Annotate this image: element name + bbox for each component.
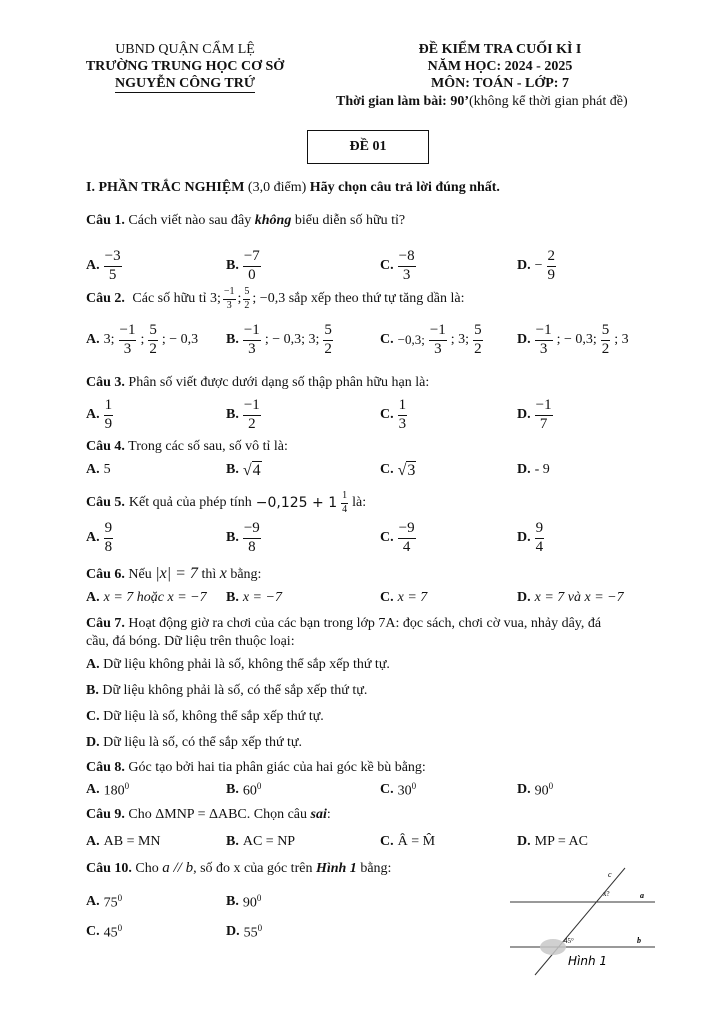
mixed-fraction <box>341 491 348 515</box>
option-d[interactable] <box>517 320 629 360</box>
q10-options-row1 <box>86 892 386 912</box>
math-text: ; − 0,3 <box>161 332 199 347</box>
option-letter: D. <box>86 735 100 750</box>
denominator: 7 <box>539 415 548 432</box>
figure-caption: Hình 1 <box>568 954 608 968</box>
fraction <box>601 323 611 358</box>
question-text: là: <box>352 495 367 510</box>
option-d[interactable] <box>517 780 553 800</box>
denominator: 2 <box>601 340 610 357</box>
fraction <box>429 323 447 358</box>
option-letter: B. <box>226 834 239 849</box>
option-value: x = 7 hoặc x = −7 <box>103 590 207 605</box>
question-text: Cách viết nào sau đây <box>128 213 252 228</box>
figure-reference: Hình 1 <box>315 861 357 876</box>
option-value: 90 <box>242 895 257 911</box>
option-value: 30 <box>397 783 412 799</box>
option-letter: B. <box>226 258 239 273</box>
option-d[interactable] <box>517 518 544 558</box>
fraction <box>243 521 261 556</box>
section-title: I. PHẦN TRẮC NGHIỆM <box>86 180 245 195</box>
denominator: 8 <box>104 538 113 555</box>
option-letter: B. <box>226 894 239 909</box>
school-type: TRƯỜNG TRUNG HỌC CƠ SỞ <box>85 59 285 74</box>
option-d[interactable] <box>517 246 556 286</box>
math-expression: a // b <box>162 860 194 876</box>
option-letter: B. <box>226 332 239 347</box>
question-label: Câu 9. <box>86 807 125 822</box>
question-label: Câu 8. <box>86 760 125 775</box>
question-text: Góc tạo bởi hai tia phân giác của hai góc kề bù bằng: <box>128 760 426 775</box>
radicand: 4 <box>252 461 261 479</box>
denominator: 4 <box>402 538 411 555</box>
denominator: 3 <box>402 266 411 283</box>
numerator: −9 <box>398 521 416 539</box>
question-text: Phân số viết được dưới dạng số thập phân hữu hạn là: <box>128 375 430 390</box>
label-b: b <box>637 936 641 945</box>
fraction <box>104 398 114 433</box>
question-text: Nếu <box>128 567 152 582</box>
q10-options-row2 <box>86 922 386 942</box>
option-letter: C. <box>380 782 394 797</box>
option-letter: C. <box>380 590 394 605</box>
denominator: 2 <box>248 415 256 432</box>
option-letter: D. <box>517 590 531 605</box>
fraction <box>243 398 261 433</box>
option-letter: C. <box>86 924 100 939</box>
option-a[interactable] <box>86 657 390 673</box>
option-letter: C. <box>380 462 394 477</box>
school-name: NGUYỄN CÔNG TRỨ <box>114 76 255 91</box>
question-1 <box>86 213 405 229</box>
option-value: x = 7 <box>397 590 428 605</box>
option-letter: C. <box>380 407 394 422</box>
option-text: Dữ liệu là số, không thể sắp xếp thứ tự. <box>103 709 324 724</box>
question-label: Câu 5. <box>86 495 125 510</box>
option-c[interactable] <box>86 709 324 725</box>
option-value: 75 <box>103 895 118 911</box>
school-header <box>60 41 310 93</box>
option-value: Â = M̂ <box>397 834 436 849</box>
fraction <box>323 323 333 358</box>
denominator: 4 <box>342 503 348 515</box>
section-instruction: Hãy chọn câu trả lời đúng nhất. <box>309 180 500 195</box>
question-8 <box>86 760 426 776</box>
question-text: Các số hữu tỉ 3; <box>132 291 221 306</box>
numerator: 5 <box>473 323 483 341</box>
option-value: AC = NP <box>242 834 296 849</box>
fraction <box>535 323 553 358</box>
minus-sign: − <box>534 258 543 273</box>
fraction <box>473 323 483 358</box>
denominator: 2 <box>244 299 250 311</box>
question-5 <box>86 491 366 515</box>
subject: MÔN: TOÁN - LỚP: 7 <box>431 76 569 91</box>
q2-options <box>86 320 686 360</box>
option-letter: D. <box>517 834 531 849</box>
time-limit: Thời gian làm bài: 90’ <box>336 94 469 109</box>
denominator: 4 <box>535 538 544 555</box>
numerator: −7 <box>243 249 261 267</box>
option-letter: C. <box>86 709 100 724</box>
option-a[interactable] <box>86 457 111 483</box>
math-text: ; 3; <box>450 332 470 347</box>
numerator: 9 <box>535 521 545 539</box>
section-points: (3,0 điểm) <box>247 180 307 195</box>
option-letter: C. <box>380 834 394 849</box>
degree-mark: 0 <box>411 780 417 791</box>
option-value: - 9 <box>534 462 550 477</box>
option-b[interactable] <box>226 588 282 608</box>
denominator: 5 <box>108 266 117 283</box>
numerator: −3 <box>104 249 122 267</box>
fraction <box>398 521 416 556</box>
math-text: ; − 0,3; 3; <box>264 332 320 347</box>
math-text: ; <box>140 332 145 347</box>
option-letter: A. <box>86 657 100 672</box>
option-letter: B. <box>226 590 239 605</box>
denominator: 9 <box>547 266 556 283</box>
fraction <box>243 249 261 284</box>
q8-options <box>86 780 686 800</box>
option-a[interactable] <box>86 832 161 852</box>
option-c[interactable] <box>380 457 416 483</box>
option-value: 5 <box>103 462 111 477</box>
math-expression: −0,125 + 1 <box>255 495 338 511</box>
degree-mark: 0 <box>256 780 262 791</box>
time-note: (không kể thời gian phát đề) <box>469 94 628 109</box>
option-letter: B. <box>226 530 239 545</box>
question-text: Trong các số sau, số vô tỉ là: <box>128 439 288 454</box>
numerator: 5 <box>601 323 611 341</box>
numerator: 5 <box>323 323 333 341</box>
question-text: bằng: <box>230 567 262 582</box>
question-text: bằng: <box>360 861 392 876</box>
label-45-degree: 45° <box>564 937 574 945</box>
q1-options <box>86 246 686 286</box>
option-a[interactable] <box>86 246 122 286</box>
question-text: , số đo x của góc trên <box>193 861 313 876</box>
question-text: : <box>326 807 331 822</box>
numerator: 9 <box>104 521 114 539</box>
option-letter: D. <box>226 924 240 939</box>
fraction <box>547 249 557 284</box>
math-expression: |x| = 7 <box>155 565 198 582</box>
math-text: ; 3 <box>614 332 629 347</box>
denominator: 2 <box>149 340 157 357</box>
numerator: 1 <box>341 491 348 504</box>
fraction <box>223 287 236 311</box>
option-value: x = −7 <box>242 590 282 605</box>
option-d[interactable] <box>517 395 553 435</box>
numerator: 2 <box>547 249 557 267</box>
question-label: Câu 2. <box>86 291 125 306</box>
option-c[interactable] <box>380 320 483 360</box>
option-letter: A. <box>86 894 100 909</box>
time-line <box>336 94 628 110</box>
option-b[interactable] <box>226 518 261 558</box>
question-text: Cho ΔMNP = ΔABC. Chọn câu <box>128 807 308 822</box>
square-root: √ 4 <box>242 461 261 479</box>
option-b[interactable] <box>226 395 261 435</box>
denominator: 2 <box>474 340 482 357</box>
option-c[interactable] <box>380 832 435 852</box>
square-root: √ 3 <box>397 461 416 479</box>
denominator: 9 <box>104 415 113 432</box>
option-c[interactable] <box>380 395 407 435</box>
q3-options <box>86 395 686 435</box>
option-d[interactable] <box>517 832 588 852</box>
degree-mark: 0 <box>117 922 123 933</box>
question-label: Câu 4. <box>86 439 125 454</box>
option-value: 90 <box>534 783 549 799</box>
option-b[interactable] <box>86 683 367 699</box>
option-letter: C. <box>380 258 394 273</box>
q6-options <box>86 588 686 608</box>
fraction <box>243 323 261 358</box>
numerator: −9 <box>243 521 261 539</box>
option-b[interactable] <box>226 780 261 800</box>
option-c[interactable] <box>380 588 427 608</box>
numerator: −8 <box>398 249 416 267</box>
question-9 <box>86 807 331 823</box>
question-3 <box>86 375 429 391</box>
option-b[interactable] <box>226 832 295 852</box>
figure-hinh-1 <box>505 865 665 980</box>
option-letter: A. <box>86 834 100 849</box>
option-letter: D. <box>517 258 531 273</box>
question-6 <box>86 565 261 583</box>
option-letter: C. <box>380 332 394 347</box>
option-letter: D. <box>517 530 531 545</box>
option-c[interactable] <box>380 246 416 286</box>
numerator: 1 <box>398 398 408 416</box>
fraction <box>119 323 137 358</box>
option-text: Dữ liệu không phải là số, có thể sắp xếp thứ tự. <box>102 683 368 698</box>
label-a: a <box>640 891 644 900</box>
degree-mark: 0 <box>256 892 262 903</box>
option-a[interactable] <box>86 780 129 800</box>
option-letter: A. <box>86 407 100 422</box>
exam-code-box: ĐỀ 01 <box>307 130 429 164</box>
option-value: 45 <box>103 925 118 941</box>
label-c: c <box>608 870 612 879</box>
math-text: 3; <box>103 332 115 347</box>
q5-options <box>86 518 686 558</box>
angle-marker <box>540 939 566 955</box>
exam-title: ĐỀ KIỂM TRA CUỐI KÌ I <box>418 42 582 57</box>
degree-mark: 0 <box>124 780 130 791</box>
math-text: ; − 0,3; <box>556 332 597 347</box>
option-d[interactable] <box>517 457 550 483</box>
denominator: 8 <box>248 538 256 555</box>
question-7 <box>86 615 666 651</box>
denominator: 3 <box>248 340 256 357</box>
question-text: cầu, đá bóng. Dữ liệu trên thuộc loại: <box>86 634 295 649</box>
question-label: Câu 7. <box>86 616 125 631</box>
option-letter: A. <box>86 590 100 605</box>
option-text: Dữ liệu không phải là số, không thể sắp xếp thứ tự. <box>103 657 390 672</box>
emphasis-word: không <box>254 213 292 228</box>
fraction <box>148 323 158 358</box>
option-c[interactable] <box>380 518 416 558</box>
option-a[interactable] <box>86 518 113 558</box>
question-text: ; −0,3 sắp xếp theo thứ tự tăng dần là: <box>252 291 465 306</box>
fraction <box>104 521 114 556</box>
option-d[interactable] <box>226 922 262 942</box>
option-c[interactable] <box>380 780 416 800</box>
option-letter: B. <box>226 462 239 477</box>
option-letter: B. <box>226 782 239 797</box>
label-x: x? <box>603 890 610 898</box>
numerator: −1 <box>243 398 261 416</box>
question-text: Kết quả của phép tính <box>128 495 252 510</box>
fraction <box>398 398 408 433</box>
fraction <box>535 398 553 433</box>
option-letter: A. <box>86 462 100 477</box>
fraction <box>398 249 416 284</box>
denominator: 0 <box>248 266 256 283</box>
math-text: −0,3; <box>397 332 425 347</box>
q9-options <box>86 832 686 852</box>
radicand: 3 <box>407 461 416 479</box>
option-d[interactable] <box>86 735 302 751</box>
section-heading <box>86 180 500 196</box>
question-text: Cho <box>135 861 159 876</box>
option-a[interactable] <box>86 588 207 608</box>
numerator: −1 <box>535 323 553 341</box>
option-letter: D. <box>517 407 531 422</box>
question-label: Câu 1. <box>86 213 125 228</box>
denominator: 3 <box>123 340 132 357</box>
question-text: thì <box>201 567 217 582</box>
question-2: Câu 2. Các số hữu tỉ 3; $\frac{-1}{3}$ ; $\frac{5}{2}$ ; −0,3 sắp xếp theo thứ tự tăng dần là: <box>86 286 465 311</box>
question-label: Câu 10. <box>86 861 132 876</box>
option-b[interactable] <box>226 246 261 286</box>
denominator: 3 <box>539 340 548 357</box>
option-value: x = 7 và x = −7 <box>534 590 624 605</box>
numerator: 5 <box>243 287 250 300</box>
option-letter: A. <box>86 782 100 797</box>
numerator: −1 <box>243 323 261 341</box>
degree-mark: 0 <box>257 922 263 933</box>
option-a[interactable] <box>86 892 122 912</box>
denominator: 3 <box>398 415 407 432</box>
option-value: 55 <box>243 925 258 941</box>
option-c[interactable] <box>86 922 122 942</box>
district-name: UBND QUẬN CẨM LỆ <box>115 42 255 57</box>
question-4 <box>86 439 288 455</box>
q4-options <box>86 457 686 483</box>
degree-mark: 0 <box>548 780 554 791</box>
option-value: 180 <box>103 783 125 799</box>
option-text: Dữ liệu là số, có thể sắp xếp thứ tự. <box>103 735 303 750</box>
exam-header <box>380 41 620 92</box>
question-label: Câu 3. <box>86 375 125 390</box>
denominator: 3 <box>434 340 442 357</box>
question-10 <box>86 860 391 877</box>
numerator: 1 <box>104 398 114 416</box>
math-variable: x <box>219 565 227 582</box>
option-a[interactable] <box>86 320 198 360</box>
option-letter: A. <box>86 530 100 545</box>
question-label: Câu 6. <box>86 567 125 582</box>
option-b[interactable] <box>226 457 262 483</box>
numerator: −1 <box>223 287 236 300</box>
numerator: −1 <box>429 323 447 341</box>
option-value: AB = MN <box>103 834 161 849</box>
numerator: 5 <box>148 323 158 341</box>
option-letter: D. <box>517 462 531 477</box>
option-b[interactable] <box>226 320 333 360</box>
option-letter: A. <box>86 332 100 347</box>
denominator: 2 <box>324 340 332 357</box>
fraction <box>243 287 250 311</box>
option-letter: B. <box>226 407 239 422</box>
numerator: −1 <box>535 398 553 416</box>
option-value: 60 <box>242 783 257 799</box>
option-a[interactable] <box>86 395 113 435</box>
option-d[interactable] <box>517 588 624 608</box>
option-b[interactable] <box>226 892 261 912</box>
option-letter: B. <box>86 683 99 698</box>
option-letter: D. <box>517 782 531 797</box>
numerator: −1 <box>119 323 137 341</box>
option-letter: D. <box>517 332 531 347</box>
school-year: NĂM HỌC: 2024 - 2025 <box>427 59 573 74</box>
option-letter: A. <box>86 258 100 273</box>
fraction <box>535 521 545 556</box>
question-text: Hoạt động giờ ra chơi của các bạn trong lớp 7A: đọc sách, chơi cờ vua, nhảy dây, đá <box>128 616 602 631</box>
degree-mark: 0 <box>117 892 123 903</box>
emphasis-word: sai <box>310 807 327 822</box>
option-letter: C. <box>380 530 394 545</box>
option-value: MP = AC <box>534 834 588 849</box>
denominator: 3 <box>226 299 232 311</box>
fraction <box>104 249 122 284</box>
question-text: biểu diễn số hữu tỉ? <box>294 213 406 228</box>
